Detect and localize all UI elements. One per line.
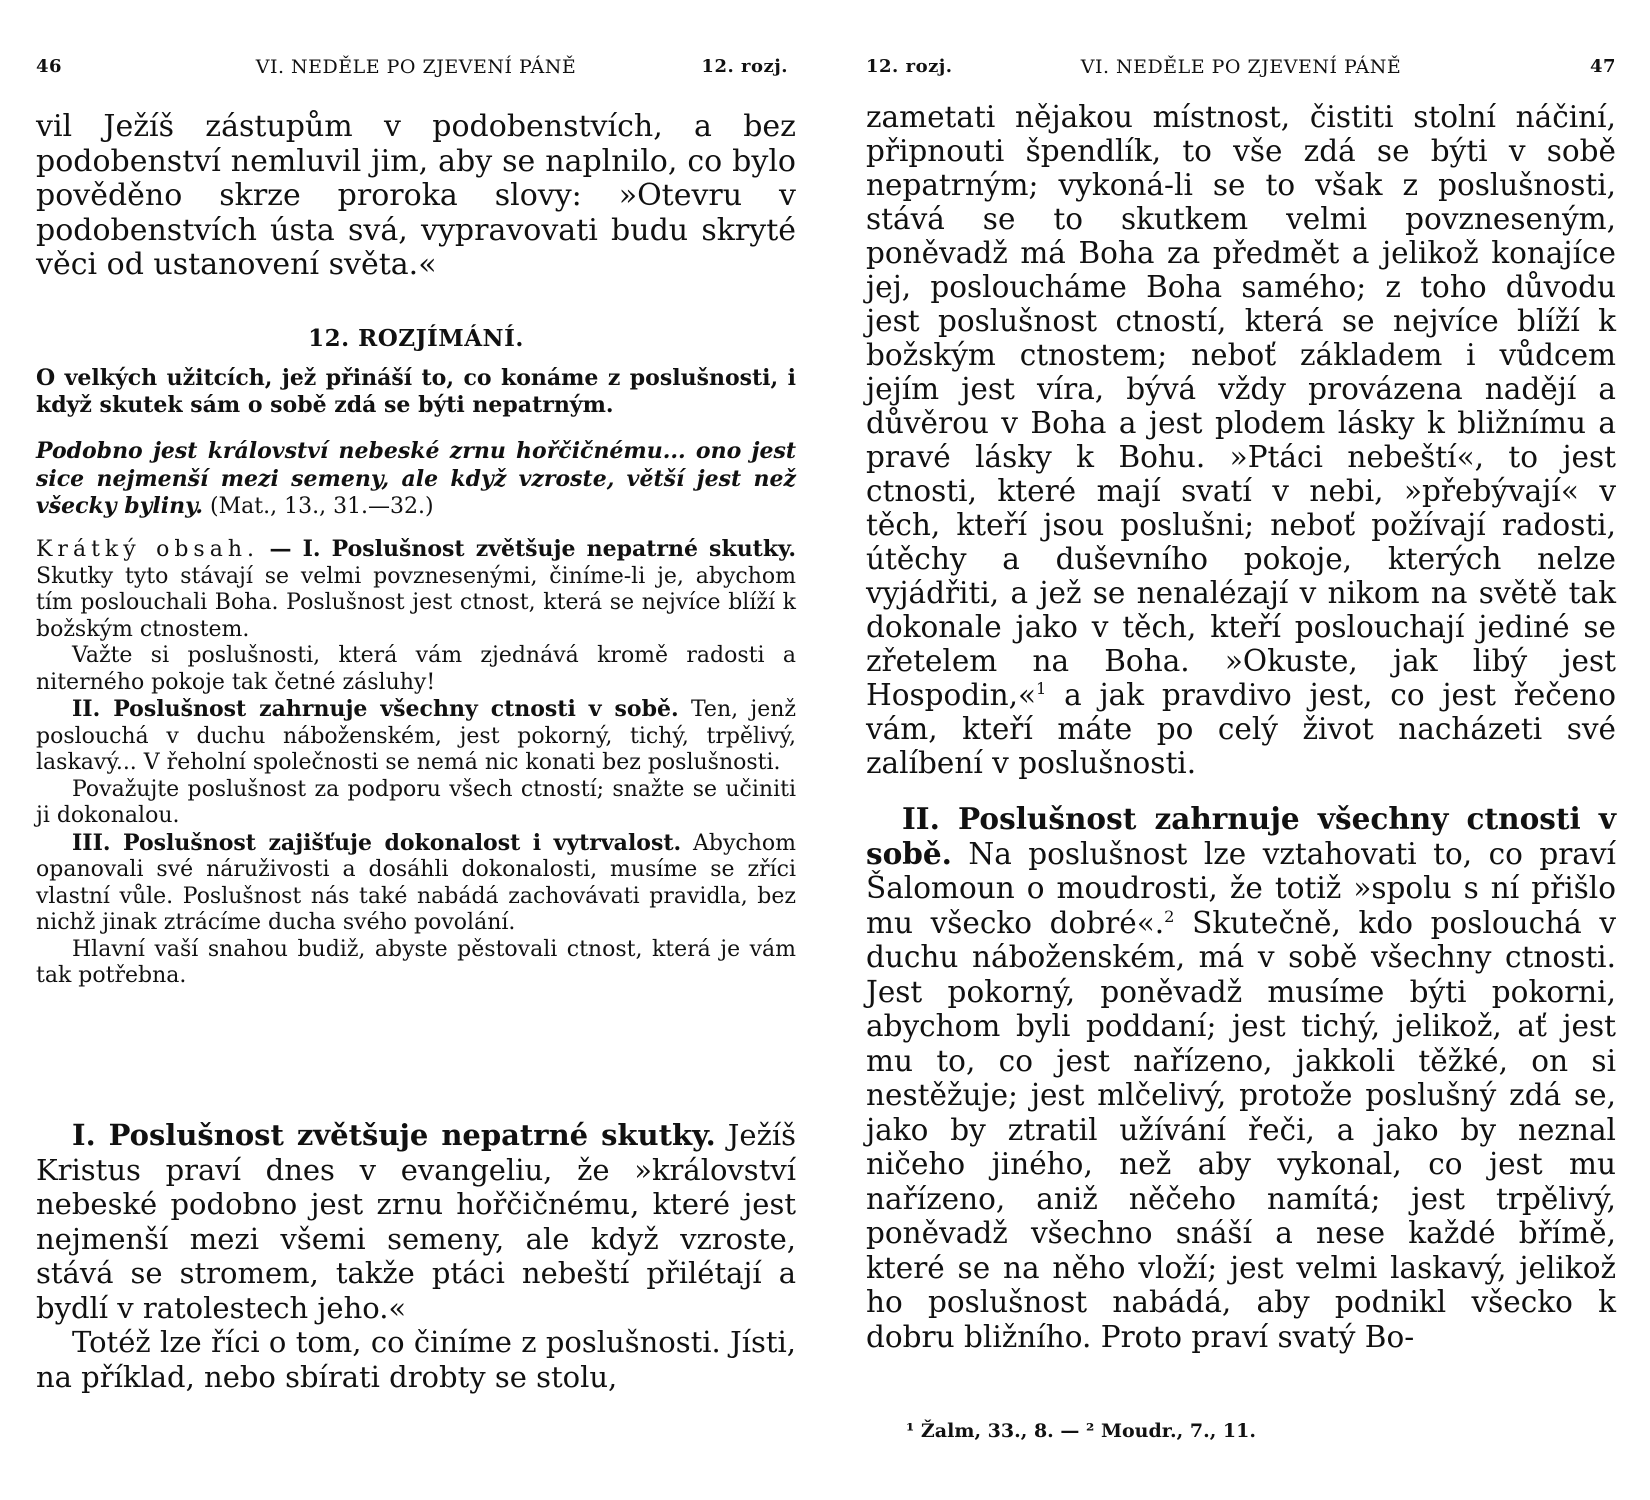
summary-p2: Važte si poslušnosti, která vám zjednává kromě radosti a niterného pokoje tak četné zásluhy! — [36, 643, 796, 695]
running-ref: 12. rozj. — [866, 56, 953, 77]
running-title: VI. NEDĚLE PO ZJEVENÍ PÁNĚ — [255, 56, 577, 78]
section-two-heading: II. Poslušnost zahrnuje všechny ctnosti v sobě. — [866, 801, 1616, 871]
footnote-ref-2: 2 — [1164, 906, 1175, 926]
page-number: 47 — [1589, 56, 1616, 77]
section-one — [36, 1118, 796, 1394]
intro-paragraph: vil Ježíš zástupům v podobenstvích, a bez podobenství nemluvil jim, aby se naplnilo, co bylo pověděno skrze proroka slovy: »Otevru v podobenstvích ústa svá, vypravovati budu skryté věci od ustanovení světa.« — [36, 109, 796, 282]
left-running-head — [36, 56, 796, 80]
footnote-ref-1: 1 — [1036, 679, 1047, 699]
summary-p6: Hlavní vaší snahou budiž, abyste pěstovali ctnost, která je vám tak potřebna. — [36, 936, 796, 988]
summary-p1 — [36, 536, 796, 643]
scripture-ref: (Mat., 13., 31.—32.) — [210, 494, 434, 519]
summary-label: Krátký obsah. — [36, 537, 260, 562]
section-one-text: Ježíš Kristus praví dnes v evangeliu, že »království nebeské podobno jest zrnu hořčičnému, které jest nejmenší mezi všemi semeny, ale když vzroste, stává se stromem, takže ptáci nebeští přilétají a bydlí v ratolestech jeho.« — [36, 1118, 797, 1325]
summary-text-5: Abychom opanovali své náruživosti a dosáhli dokonalosti, musíme se zříci vlastní vůle. Poslušnost nás také nabádá zachovávati pravidla, bez nichž jinak ztrácíme ducha svého povolání. — [36, 830, 796, 935]
summary-p4: Považujte poslušnost za podporu všech ctností; snažte se učiniti ji dokonalou. — [36, 776, 796, 828]
section-two-text-a: Na poslušnost lze vztahovati to, co praví Šalomoun o moudrosti, že totiž »spolu s ní přišlo mu všecko dobré«. — [866, 836, 1616, 940]
summary-point-2: II. Poslušnost zahrnuje všechny ctnosti v sobě. — [72, 696, 679, 722]
continued-text-a: zametati nějakou místnost, čistiti stolní náčiní, připnouti špendlík, to vše zdá se býti v sobě nepatrným; vykoná-li se to však z poslušnosti, stává se to skutkem velmi povzneseným, poněvadž má Boha za předmět a jelikož konajíce jej, posloucháme Boha samého; z toho důvodu jest poslušnost ctností, která se nejvíce blíží k božským ctnostem; neboť základem i vůdcem jejím jest víra, bývá vždy provázena nadějí a důvěrou v Boha a jest plodem lásky k bližnímu a pravé lásky k Bohu. »Ptáci nebeští«, to jest ctnosti, které mají svatí v nebi, »přebývají« v těch, kteří jsou poslušni; neboť požívají radosti, útěchy a duševního pokoje, kterých nelze vyjádřiti, a jež se nenalézají v nikom na světě tak dokonale jako v těch, kteří poslouchají jediné se zřetelem na Boha. »Okuste, jak libý jest Hospodin,« — [866, 100, 1616, 712]
section-two-paragraph — [866, 802, 1616, 1354]
summary-p3 — [36, 696, 796, 777]
scripture-quote — [36, 438, 796, 521]
summary-block — [36, 536, 796, 990]
right-page — [866, 0, 1616, 1500]
running-ref: 12. rozj. — [701, 56, 788, 77]
footnotes: ¹ Žalm, 33., 8. — ² Moudr., 7., 11. — [906, 1420, 1256, 1442]
meditation-subtitle: O velkých užitcích, jež přináší to, co konáme z poslušnosti, i když skutek sám o sobě zdá se býti nepatrným. — [36, 365, 796, 418]
summary-text-3: Ten, jenž poslouchá v duchu náboženském, jest pokorný, tichý, trpělivý, laskavý... V řeholní společnosti se nemá nic konati bez poslušnosti. — [36, 697, 797, 775]
continued-text-b: a jak pravdivo jest, co jest řečeno vám, kteří máte po celý život nacházeti své zalíbení v poslušnosti. — [866, 678, 1616, 780]
left-page — [36, 0, 796, 1500]
summary-p5 — [36, 830, 796, 937]
section-one-paragraph-2: Totéž lze říci o tom, co činíme z poslušnosti. Jísti, na příklad, nebo sbírati drobty se stolu, — [36, 1325, 796, 1394]
right-running-head — [866, 56, 1616, 80]
section-one-paragraph — [36, 1118, 796, 1325]
summary-text-1: Skutky tyto stávají se velmi povznesenými, činíme-li je, abychom tím poslouchali Boha. Poslušnost jest ctnost, která se nejvíce blíží k božským ctnostem. — [36, 563, 796, 642]
summary-point-1: — I. Poslušnost zvětšuje nepatrné skutky. — [269, 536, 797, 562]
section-two-text-b: Skutečně, kdo poslouchá v duchu náboženském, má v sobě všechny ctnosti. Jest pokorný, poněvadž musíme býti pokorni, abychom byli poddaní; jest tichý, jelikož, ať jest mu to, co jest nařízeno, jakkoli těžké, on si nestěžuje; jest mlčelivý, protože poslušný zdá se, jako by ztratil užívání řeči, a jako by neznal ničeho jiného, než aby vykonal, co jest mu nařízeno, aniž něčeho namítá; jest trpělivý, poněvadž všechno snáší a nese každé břímě, které se na něho vloží; jest velmi laskavý, jelikož ho poslušnost nabádá, aby podnikl všecko k dobru bližního. Proto praví svatý Bo- — [866, 905, 1616, 1354]
scripture-text: Podobno jest království nebeské zrnu hořčičnému... ono jest sice nejmenší mezi semeny, ale když vzroste, větší jest než všecky byliny. — [36, 438, 796, 519]
continued-paragraph — [866, 100, 1616, 780]
page-number: 46 — [36, 56, 63, 77]
meditation-heading: 12. ROZJÍMÁNÍ. — [308, 325, 524, 352]
summary-point-3: III. Poslušnost zajišťuje dokonalost i vytrvalost. — [72, 829, 682, 856]
running-title: VI. NEDĚLE PO ZJEVENÍ PÁNĚ — [1080, 56, 1402, 78]
section-one-heading: I. Poslušnost zvětšuje nepatrné skutky. — [72, 1118, 716, 1152]
